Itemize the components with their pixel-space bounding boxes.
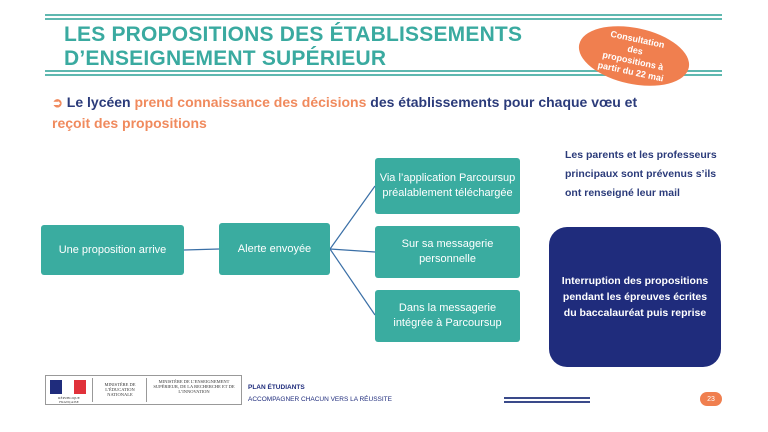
flow-start-box xyxy=(41,225,184,275)
republic-label: RÉPUBLIQUE FRANÇAISE xyxy=(58,396,80,404)
flow-channel-internal xyxy=(375,290,520,342)
ministry-higher-ed-label: MINISTÈRE DE L’ENSEIGNEMENT SUPÉRIEUR, DE LA RECHERCHE ET DE L’INNOVATION xyxy=(153,379,235,394)
parents-note: Les parents et les professeurs principaux sont prévenus s’ils ont renseigné leur mail xyxy=(565,149,717,199)
lead-highlight-2: reçoit des propositions xyxy=(52,115,207,131)
lead-highlight-1: prend connaissance des décisions xyxy=(134,94,367,110)
arrow-circle-icon: ➲ xyxy=(52,95,63,110)
flow-channel-email-label: Sur sa messagerie personnelle xyxy=(401,238,494,265)
date-badge-text: Consultation des propositions à partir du 22 mai xyxy=(596,28,666,84)
flow-channel-internal-label: Dans la messagerie intégrée à Parcoursup xyxy=(393,302,502,329)
tagline-label: ACCOMPAGNER CHACUN VERS LA RÉUSSITE xyxy=(248,396,392,403)
lead-part-3: des établissements pour chaque vœu et xyxy=(366,94,638,110)
flow-channel-email xyxy=(375,226,520,278)
ministry-education-label: MINISTÈRE DE L’ÉDUCATION NATIONALE xyxy=(104,382,136,397)
page-number-badge: 23 xyxy=(700,392,722,406)
flow-start-label: Une proposition arrive xyxy=(58,243,167,256)
slide-title-line2: D’ENSEIGNEMENT SUPÉRIEUR xyxy=(64,47,387,70)
plan-etudiants-label: PLAN ÉTUDIANTS xyxy=(248,384,305,391)
flow-channel-app-label: Via l’application Parcoursup préalablement téléchargée xyxy=(379,172,516,199)
logo-divider-2 xyxy=(146,378,147,402)
footer-rule-2 xyxy=(504,401,590,403)
interruption-box xyxy=(549,227,721,367)
slide-title-line1: LES PROPOSITIONS DES ÉTABLISSEMENTS xyxy=(64,23,523,46)
footer-rule xyxy=(504,397,590,399)
ministry-logos xyxy=(45,375,242,405)
logo-divider xyxy=(92,378,93,402)
marianne-flag-icon xyxy=(50,380,86,394)
flow-alert-label: Alerte envoyée xyxy=(237,242,312,255)
interruption-text: Interruption des propositions pendant les épreuves écrites du baccalauréat puis reprise xyxy=(561,275,709,319)
lead-part-1: Le lycéen xyxy=(66,94,135,110)
flow-channel-app xyxy=(375,158,520,214)
flow-alert-box xyxy=(219,223,330,275)
